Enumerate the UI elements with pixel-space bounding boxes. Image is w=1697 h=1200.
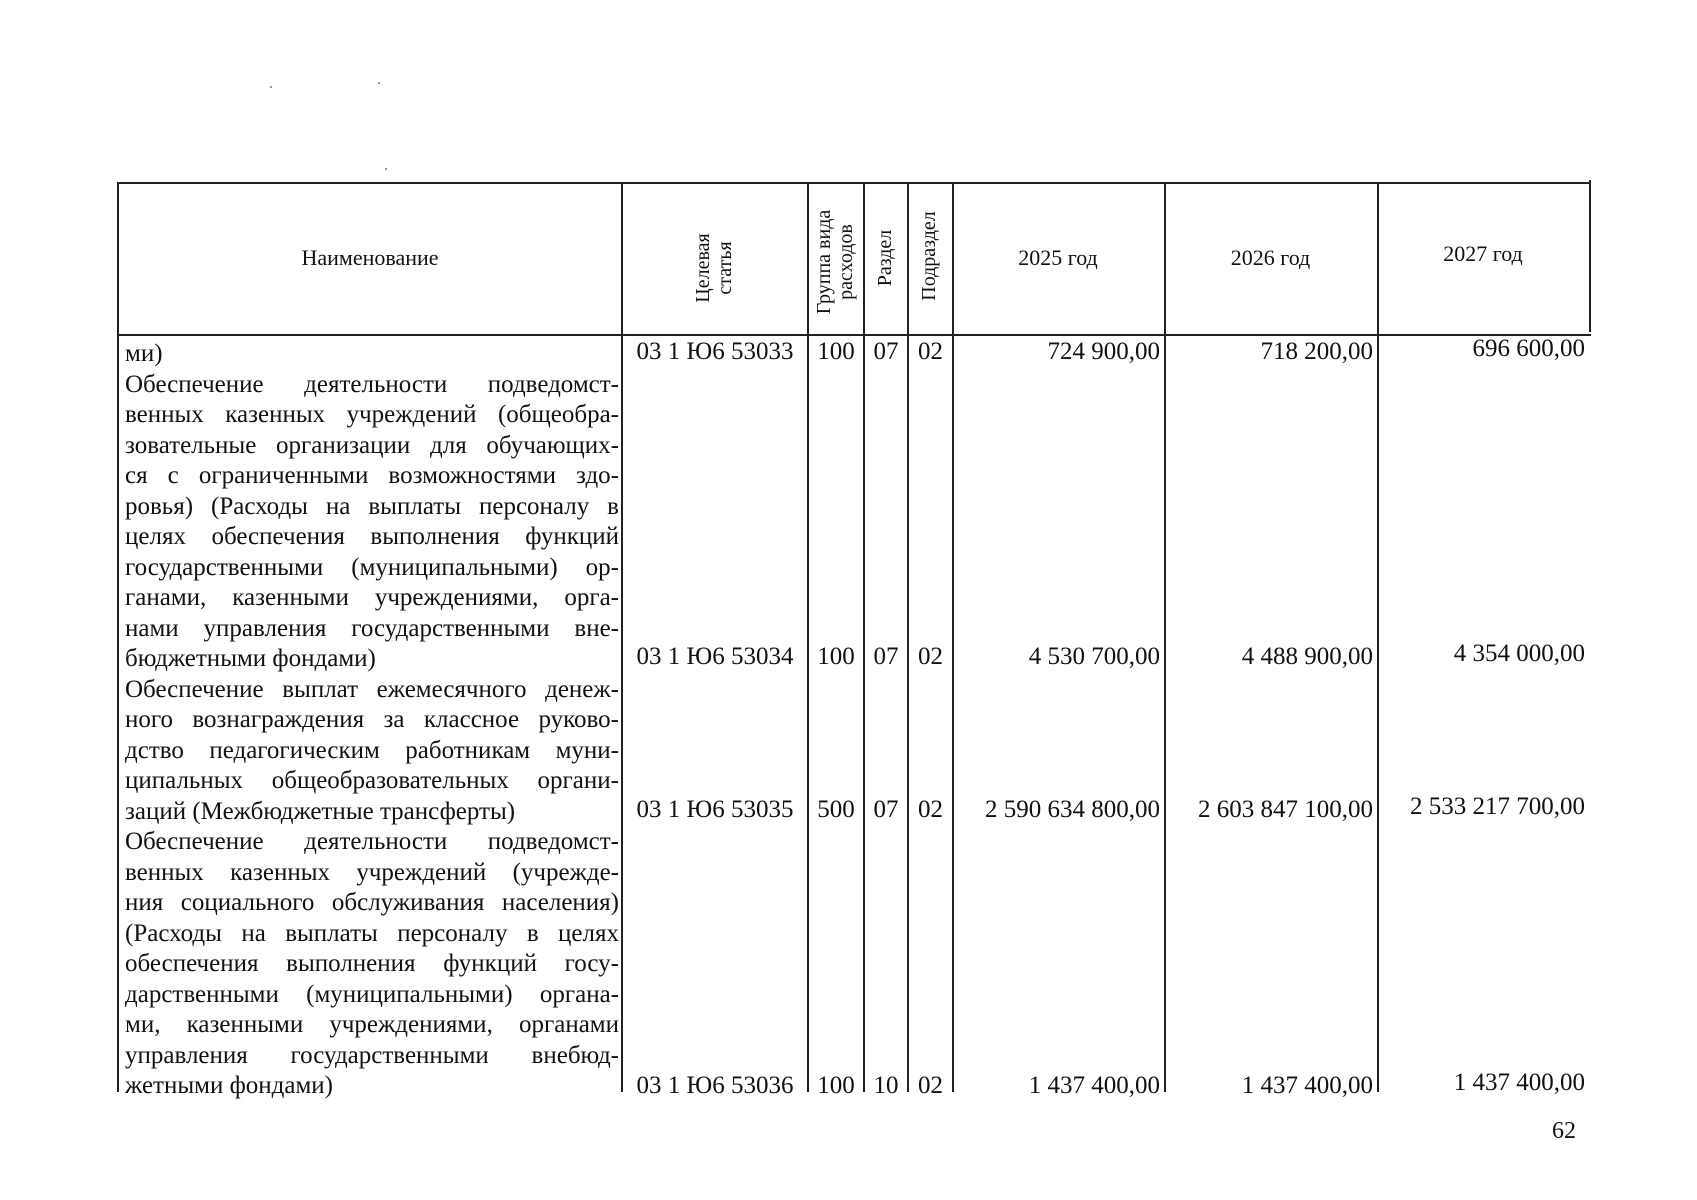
name-line: целях обеспечения выполнения функций [125,523,619,550]
name-line: ся с ограниченными возможностями здо- [125,462,619,489]
name-line: венных казенных учреждений (учрежде- [125,858,619,886]
name-line: Обеспечение деятельности подведомст- [125,370,619,398]
name-line: ми, казенными учреждениями, органами [125,1011,619,1038]
cell-section: 10 [873,1072,899,1099]
cell-subsection: 02 [918,795,943,823]
cell-target: 03 1 Ю6 53034 [636,643,794,670]
header-expense-group [813,192,857,332]
header-2027: 2027 год [1443,241,1523,266]
budget-table [117,182,1589,1099]
header-2025: 2025 год [1018,245,1098,270]
name-line: нами управления государственными вне- [125,614,619,642]
header-group-text: Группа вида расходов [813,209,857,315]
cell-y2025: 4 530 700,00 [1028,643,1160,670]
cell-section: 07 [873,643,899,670]
cell-y2027: 696 600,00 [1472,335,1585,362]
name-line: заций (Межбюджетные трансферты) [125,797,516,825]
cell-y2025: 2 590 634 800,00 [985,795,1160,823]
cell-subsection: 02 [918,1072,943,1099]
name-column [125,339,619,1102]
cell-y2025: 1 437 400,00 [1028,1072,1160,1099]
name-line: государственными (муниципальными) ор- [125,553,619,581]
name-line: Обеспечение деятельности подведомст- [125,828,619,855]
cell-target: 03 1 Ю6 53035 [636,795,794,823]
cell-y2025: 724 900,00 [1047,338,1160,365]
cell-subsection: 02 [918,338,943,365]
cell-y2027: 1 437 400,00 [1453,1069,1585,1096]
cell-y2026: 2 603 847 100,00 [1198,795,1373,823]
name-line: обеспечения выполнения функций госу- [125,950,619,977]
header-target-article [692,198,736,338]
name-line: зовательные организации для обучающих- [125,431,619,459]
cell-y2026: 718 200,00 [1260,338,1373,365]
name-line: (Расходы на выплаты персоналу в целях [125,919,619,947]
name-line: дарственными (муниципальными) органа- [125,980,619,1008]
header-2026: 2026 год [1230,245,1311,270]
name-line: ния социального обслуживания населения) [125,889,619,916]
cell-subsection: 02 [918,643,943,670]
name-line: ципальных общеобразовательных органи- [125,767,619,794]
name-line: ганами, казенными учреждениями, орга- [125,584,619,611]
name-line: ми) [125,340,163,367]
name-line: ного вознаграждения за классное руково- [125,706,619,733]
name-line: бюджетными фондами) [125,645,376,672]
cell-y2026: 1 437 400,00 [1241,1072,1373,1099]
cell-y2026: 4 488 900,00 [1241,643,1373,670]
cell-group: 100 [817,1072,855,1099]
cell-section: 07 [873,338,899,365]
cell-target: 03 1 Ю6 53036 [636,1072,794,1099]
header-section-text: Раздел [874,229,896,287]
cell-y2027: 2 533 217 700,00 [1410,792,1585,820]
header-name: Наименование [301,245,439,270]
header-subsection [918,206,940,306]
cell-y2027: 4 354 000,00 [1453,640,1585,667]
cell-group: 500 [817,795,855,823]
cell-group: 100 [817,643,855,670]
cell-target: 03 1 Ю6 53033 [636,338,794,365]
header-section [874,212,896,304]
name-line: венных казенных учреждений (общеобра- [125,401,619,428]
cell-section: 07 [873,795,899,823]
scan-speck [270,86,272,88]
name-line: дство педагогическим работникам муни- [125,736,619,764]
name-line: жетными фондами) [125,1072,334,1099]
page-number: 62 [1552,1118,1576,1144]
scan-speck [385,168,387,170]
header-target-text: Целевая статья [692,233,736,303]
name-line: управления государственными внебюд- [125,1041,619,1069]
header-subsection-text: Подраздел [918,211,940,301]
scan-speck [378,82,380,84]
name-line: ровья) (Расходы на выплаты персоналу в [125,492,619,520]
cell-group: 100 [817,338,855,365]
name-line: Обеспечение выплат ежемесячного денеж- [125,675,619,703]
